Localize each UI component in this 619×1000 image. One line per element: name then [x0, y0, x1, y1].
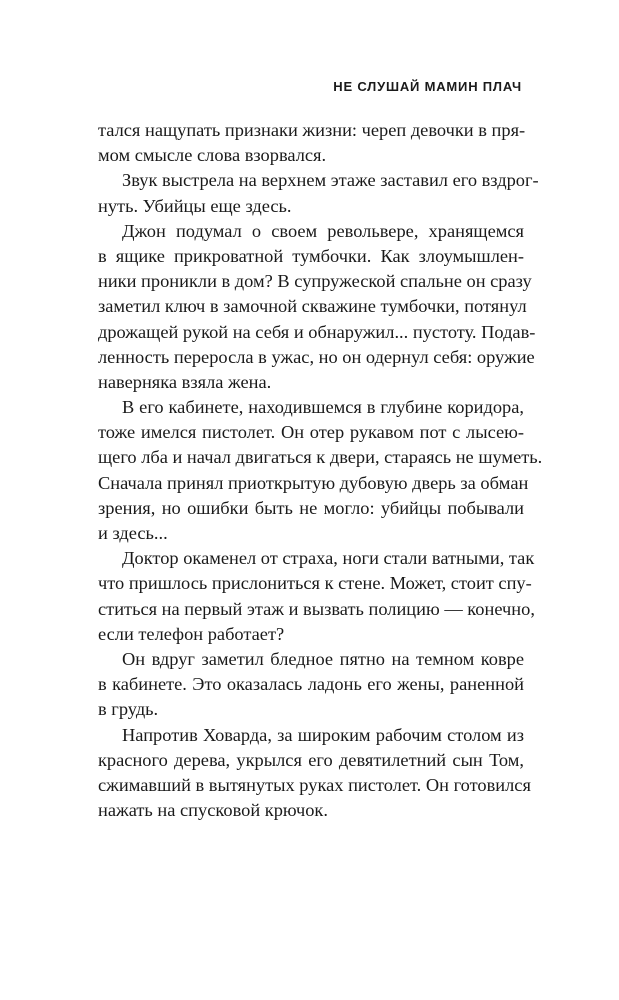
- text-line: нажать на спусковой крючок.: [98, 800, 328, 821]
- text-line: красного дерева, укрылся его девятилетний сын Том,: [98, 749, 524, 770]
- text-line: В его кабинете, находившемся в глубине коридора,: [122, 397, 524, 418]
- text-line: заметил ключ в замочной скважине тумбочки, потянул: [98, 296, 527, 317]
- text-line: ститься на первый этаж и вызвать полицию — конечно,: [98, 598, 535, 619]
- text-line: в кабинете. Это оказалась ладонь его жены, раненной: [98, 674, 524, 695]
- text-line: Сначала принял приоткрытую дубовую дверь за обман: [98, 472, 529, 493]
- text-line: сжимавший в вытянутых руках пистолет. Он готовился: [98, 774, 531, 795]
- paragraph: [98, 723, 531, 824]
- text-line: в грудь.: [98, 699, 159, 720]
- paragraph: [98, 647, 524, 723]
- text-line: тоже имелся пистолет. Он отер рукавом пот с лысею-: [98, 422, 524, 443]
- text-line: ники проникли в дом? В супружеской спальне он сразу: [98, 271, 532, 292]
- text-line: зрения, но ошибки быть не могло: убийцы побывали: [98, 497, 524, 518]
- paragraph: [98, 168, 539, 218]
- text-line: нуть. Убийцы еще здесь.: [98, 195, 292, 216]
- text-line: что пришлось прислониться к стене. Может, стоит спу-: [98, 573, 532, 594]
- text-line: в ящике прикроватной тумбочки. Как злоумышлен-: [98, 245, 524, 266]
- paragraph: [98, 118, 524, 168]
- paragraph: [98, 395, 543, 546]
- text-line: и здесь...: [98, 523, 168, 543]
- paragraph: [98, 546, 535, 647]
- text-line: Джон подумал о своем револьвере, хранящемся: [122, 220, 524, 241]
- running-head-title: НЕ СЛУШАЙ МАМИН ПЛАЧ: [333, 79, 522, 94]
- text-line: Доктор окаменел от страха, ноги стали ватными, так: [122, 548, 535, 569]
- text-line: наверняка взяла жена.: [98, 371, 272, 392]
- text-line: ленность переросла в ужас, но он одернул себя: оружие: [98, 346, 535, 367]
- text-line: если телефон работает?: [98, 623, 285, 644]
- text-line: мом смысле слова взорвался.: [98, 145, 327, 166]
- paragraph: [98, 219, 536, 395]
- text-line: Звук выстрела на верхнем этаже заставил его вздрог-: [122, 170, 539, 191]
- text-line: щего лба и начал двигаться к двери, стараясь не шуметь.: [98, 447, 543, 468]
- text-line: дрожащей рукой на себя и обнаружил... пустоту. Подав-: [98, 321, 536, 342]
- text-line: Он вдруг заметил бледное пятно на темном ковре: [122, 648, 524, 669]
- text-line: Напротив Ховарда, за широким рабочим столом из: [122, 724, 524, 745]
- body-text: [98, 118, 543, 823]
- text-line: тался нащупать признаки жизни: череп девочки в пря-: [98, 120, 526, 140]
